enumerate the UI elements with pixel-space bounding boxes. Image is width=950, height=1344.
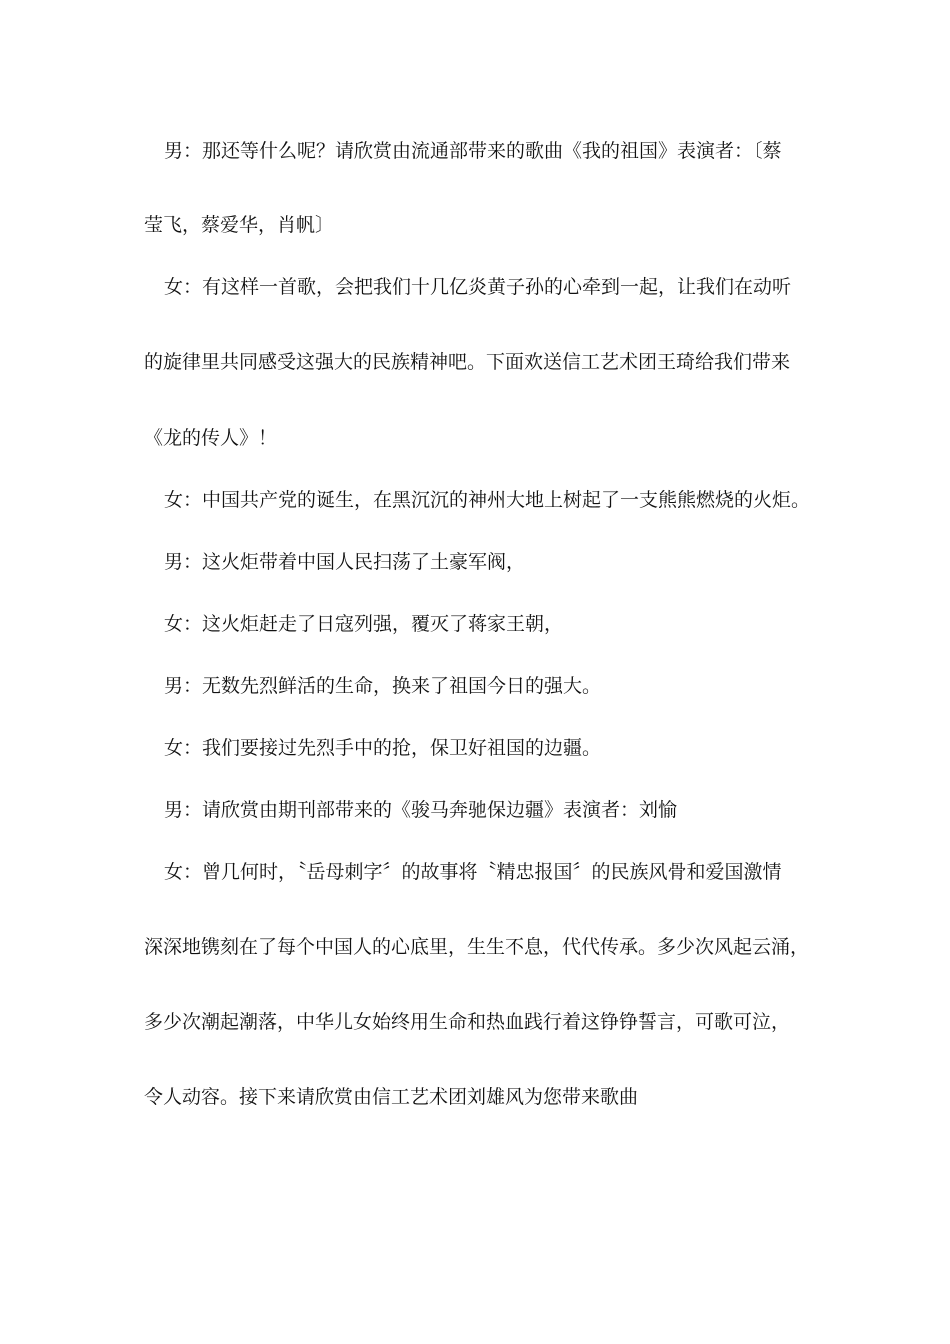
text-line: 的旋律里共同感受这强大的民族精神吧。下面欢送信工艺术团王琦给我们带来 [144,351,791,373]
text-line: 女：这火炬赶走了日寇列强，覆灭了蒋家王朝， [164,613,564,635]
text-line: 多少次潮起潮落，中华儿女始终用生命和热血践行着这铮铮誓言，可歌可泣， [144,1011,791,1033]
text-line: 女：我们要接过先烈手中的抢，保卫好祖国的边疆。 [164,737,602,759]
text-line: 深深地镌刻在了每个中国人的心底里，生生不息，代代传承。多少次风起云涌， [144,936,810,958]
text-line: 男：那还等什么呢？请欣赏由流通部带来的歌曲《我的祖国》表演者：〔蔡 [164,140,782,162]
text-line: 女：曾几何时，〝岳母刺字〞的故事将〝精忠报国〞的民族风骨和爱国激情 [164,861,782,883]
text-line: 女：中国共产党的诞生，在黑沉沉的神州大地上树起了一支熊熊燃烧的火炬。 [164,489,811,511]
text-line: 男：这火炬带着中国人民扫荡了土豪军阀， [164,551,526,573]
text-line: 男：请欣赏由期刊部带来的《骏马奔驰保边疆》表演者：刘愉 [164,799,678,821]
text-line: 令人动容。接下来请欣赏由信工艺术团刘雄风为您带来歌曲 [144,1086,639,1108]
text-line: 莹飞，蔡爱华，肖帆〕 [144,214,335,236]
text-line: 女：有这样一首歌，会把我们十几亿炎黄子孙的心牵到一起，让我们在动听 [164,276,792,298]
text-line: 《龙的传人》！ [144,427,278,449]
text-line: 男：无数先烈鲜活的生命，换来了祖国今日的强大。 [164,675,602,697]
